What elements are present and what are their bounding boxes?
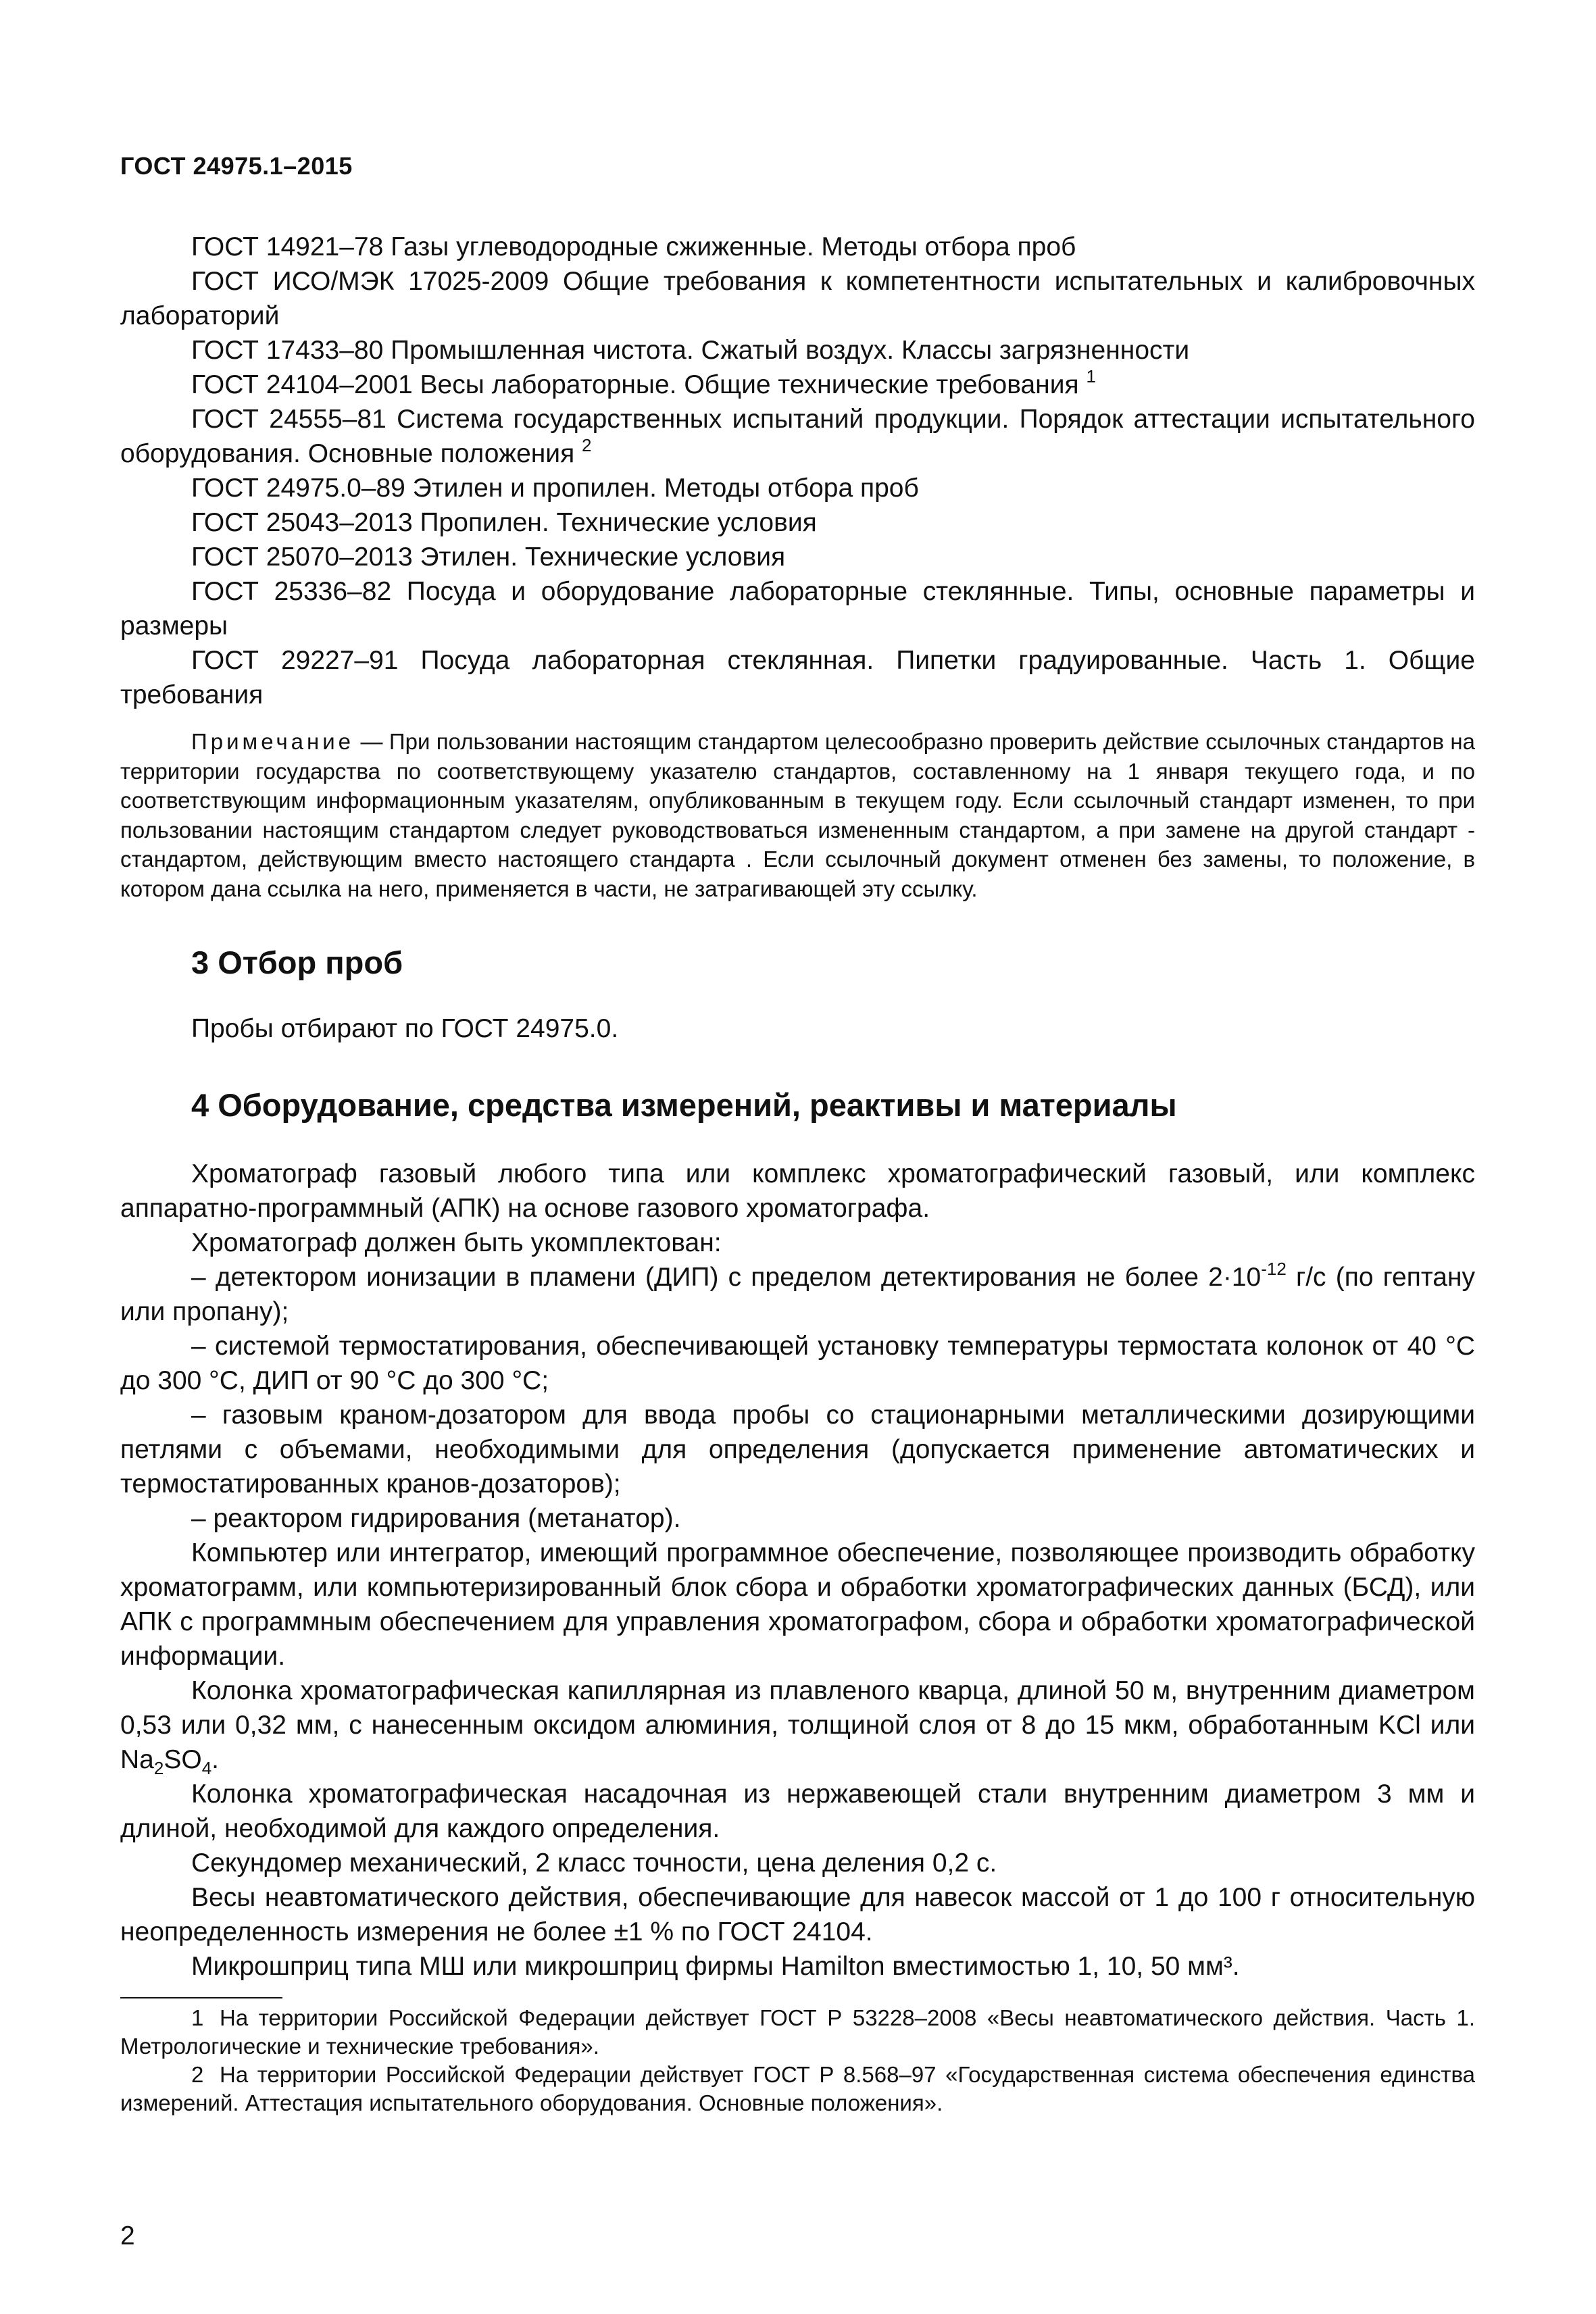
reference-item: ГОСТ 17433–80 Промышленная чистота. Сжатый воздух. Классы загрязненности xyxy=(191,336,1190,365)
paragraph-text: SO xyxy=(164,1745,202,1774)
paragraph: Хроматограф должен быть укомплектован: xyxy=(191,1228,722,1257)
document-code-header: ГОСТ 24975.1–2015 xyxy=(120,152,353,180)
footnote-number: 1 xyxy=(191,2005,204,2030)
list-item-text: – детектором ионизации в пламени (ДИП) с пределом детектирования не более 2·10 xyxy=(191,1263,1262,1292)
paragraph: Хроматограф газовый любого типа или комплекс хроматографический газовый, или комплекс аппаратно-программный (АПК) на основе газового хроматографа. xyxy=(120,1159,1475,1223)
reference-item: ГОСТ 25043–2013 Пропилен. Технические условия xyxy=(191,508,817,537)
references-list xyxy=(120,230,1475,712)
reference-text: ГОСТ 24555–81 Система государственных испытаний продукции. Порядок аттестации испытательного оборудования. Основные положения xyxy=(120,405,1475,468)
exponent: -12 xyxy=(1261,1259,1287,1279)
section-4-title: 4 Оборудование, средства измерений, реактивы и материалы xyxy=(191,1087,1177,1123)
reference-item: ГОСТ 25336–82 Посуда и оборудование лабораторные стеклянные. Типы, основные параметры и размеры xyxy=(120,577,1475,640)
reference-item: ГОСТ 29227–91 Посуда лабораторная стеклянная. Пипетки градуированные. Часть 1. Общие требования xyxy=(120,646,1475,709)
paragraph-text: Колонка хроматографическая капиллярная из плавленого кварца, длиной 50 м, внутренним диаметром 0,53 или 0,32 мм, с нанесенным оксидом алюминия, толщиной слоя от 8 до 15 мкм, обработанным KCl или Na xyxy=(120,1676,1475,1774)
footnote-mark: 1 xyxy=(1086,366,1096,386)
footnote-text: На территории Российской Федерации действует ГОСТ Р 8.568–97 «Государственная система обеспечения единства измерений. Аттестация испытательного оборудования. Основные положения». xyxy=(120,2062,1475,2115)
paragraph: Весы неавтоматического действия, обеспечивающие для навесок массой от 1 до 100 г относительную неопределенность измерения не более ±1 % по ГОСТ 24104. xyxy=(120,1883,1475,1946)
section-3-text: Пробы отбирают по ГОСТ 24975.0. xyxy=(191,1014,619,1043)
footnote-text: На территории Российской Федерации действует ГОСТ Р 53228–2008 «Весы неавтоматического действия. Часть 1. Метрологические и технические требования». xyxy=(120,2005,1475,2059)
paragraph: Компьютер или интегратор, имеющий программное обеспечение, позволяющее производить обработку хроматограмм, или компьютеризированный блок сбора и обработки хроматографических данных (БСД), или АПК с программным обеспечением для управления хроматографом, сбора и обработки хроматографической информации. xyxy=(120,1538,1475,1671)
paragraph xyxy=(120,1674,1475,1777)
paragraph: Микрошприц типа МШ или микрошприц фирмы Hamilton вместимостью 1, 10, 50 мм³. xyxy=(191,1952,1240,1981)
list-item-text: г/с (по гептану или пропану); xyxy=(120,1263,1475,1326)
footnote-number: 2 xyxy=(191,2062,204,2087)
subscript: 4 xyxy=(201,1757,212,1778)
reference-item: ГОСТ 14921–78 Газы углеводородные сжиженные. Методы отбора проб xyxy=(191,232,1076,261)
page-number: 2 xyxy=(120,2221,135,2250)
note-paragraph xyxy=(120,727,1475,903)
footnote-mark: 2 xyxy=(582,435,592,455)
reference-item: ГОСТ 24975.0–89 Этилен и пропилен. Методы отбора проб xyxy=(191,474,919,503)
list-item xyxy=(120,1260,1475,1329)
reference-item xyxy=(120,368,1475,402)
list-item: – газовым краном-дозатором для ввода пробы со стационарными металлическими дозирующими петлями с объемами, необходимыми для определения (допускается применение автоматических и термостатированных кранов-дозаторов); xyxy=(120,1401,1475,1499)
reference-item: ГОСТ ИСО/МЭК 17025-2009 Общие требования к компетентности испытательных и калибровочных лабораторий xyxy=(120,267,1475,330)
paragraph: Колонка хроматографическая насадочная из нержавеющей стали внутренним диаметром 3 мм и длиной, необходимой для каждого определения. xyxy=(120,1780,1475,1843)
footnote-separator xyxy=(120,1997,282,1998)
note-label: Примечание xyxy=(191,729,355,754)
reference-item: ГОСТ 25070–2013 Этилен. Технические условия xyxy=(191,543,786,572)
section-3-title: 3 Отбор проб xyxy=(191,945,403,980)
page-content xyxy=(120,230,1475,2117)
paragraph: Секундомер механический, 2 класс точности, цена деления 0,2 с. xyxy=(191,1848,997,1878)
footnote xyxy=(120,2061,1475,2117)
paragraph-text: . xyxy=(211,1745,219,1774)
note-text: — При пользовании настоящим стандартом целесообразно проверить действие ссылочных стандартов на территории государства по соответствующему указателю стандартов, составленному на 1 января текущего года, и по соответствующим информационным указателям, опубликованным в текущем году. Если ссылочный стандарт изменен, то при пользовании настоящим стандартом следует руководствоваться измененным стандартом, а при замене на другой стандарт - стандартом, действующим вместо настоящего стандарта . Если ссылочный документ отменен без замены, то положение, в котором дана ссылка на него, применяется в части, не затрагивающей эту ссылку. xyxy=(120,729,1475,901)
reference-text: ГОСТ 24104–2001 Весы лабораторные. Общие технические требования xyxy=(191,370,1079,399)
subscript: 2 xyxy=(153,1757,164,1778)
list-item: – реактором гидрирования (метанатор). xyxy=(191,1504,681,1533)
footnote xyxy=(120,2004,1475,2061)
reference-item xyxy=(120,402,1475,471)
list-item: – системой термостатирования, обеспечивающей установку температуры термостата колонок от 40 °С до 300 °С, ДИП от 90 °С до 300 °С; xyxy=(120,1332,1475,1395)
